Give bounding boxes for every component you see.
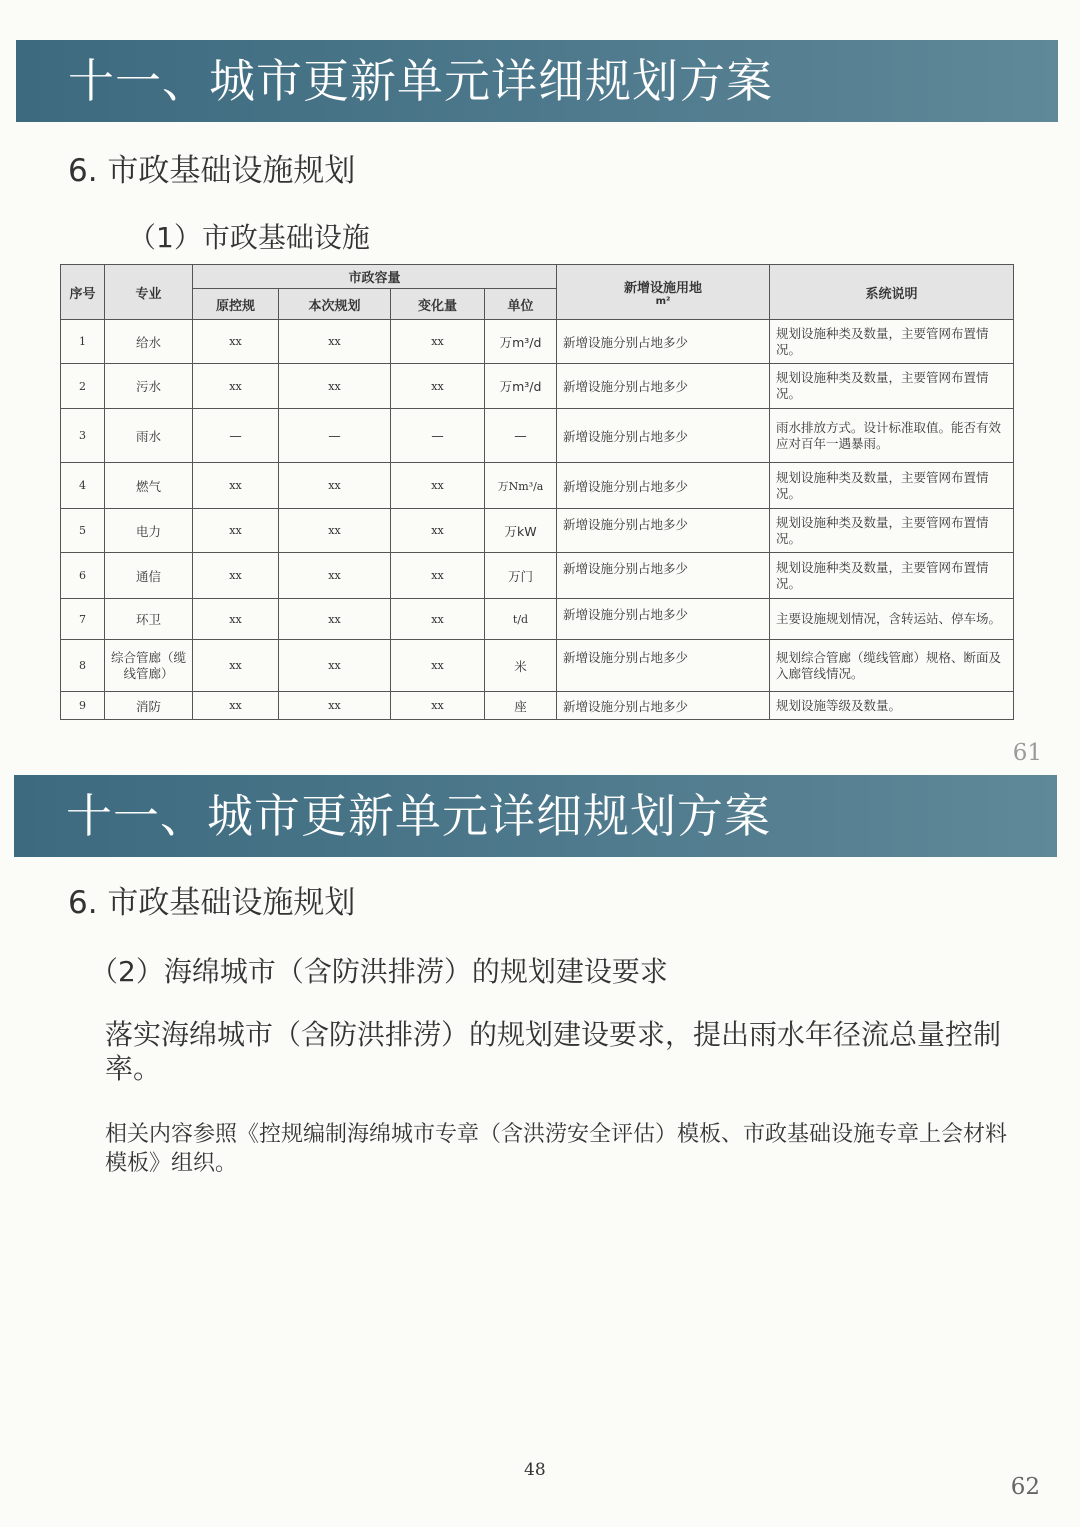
header-system-desc: 系统说明: [770, 265, 1014, 320]
cell-desc: 规划设施种类及数量，主要管网布置情况。: [770, 364, 1014, 409]
header-capacity-group: 市政容量: [193, 265, 557, 289]
cell-current: xx: [279, 463, 391, 509]
cell-unit: 万Nm³/a: [485, 463, 557, 509]
cell-original: xx: [193, 320, 279, 364]
table-row: [61, 463, 1014, 509]
cell-original: xx: [193, 364, 279, 409]
cell-index: 4: [61, 463, 105, 509]
cell-change: xx: [391, 320, 485, 364]
cell-specialty: 电力: [105, 509, 193, 553]
cell-original: xx: [193, 640, 279, 692]
table-row: [61, 692, 1014, 720]
cell-new-land: 新增设施分别占地多少: [557, 509, 770, 553]
banner-title: 十一、城市更新单元详细规划方案: [16, 40, 1058, 122]
cell-new-land: 新增设施分别占地多少: [557, 409, 770, 463]
cell-change: xx: [391, 364, 485, 409]
cell-current: —: [279, 409, 391, 463]
cell-original: xx: [193, 509, 279, 553]
cell-desc: 规划设施种类及数量，主要管网布置情况。: [770, 553, 1014, 599]
cell-original: xx: [193, 692, 279, 720]
cell-unit: —: [485, 409, 557, 463]
cell-index: 9: [61, 692, 105, 720]
cell-specialty: 污水: [105, 364, 193, 409]
cell-change: xx: [391, 553, 485, 599]
subsection-title: （1）市政基础设施: [128, 221, 370, 254]
cell-unit: 万m³/d: [485, 320, 557, 364]
table-row: [61, 364, 1014, 409]
cell-index: 3: [61, 409, 105, 463]
cell-unit: 万门: [485, 553, 557, 599]
cell-index: 1: [61, 320, 105, 364]
page-number-62: 62: [1010, 1474, 1040, 1500]
cell-desc: 规划设施等级及数量。: [770, 692, 1014, 720]
page-number-61: 61: [1012, 740, 1042, 766]
cell-desc: 主要设施规划情况，含转运站、停车场。: [770, 599, 1014, 640]
cell-new-land: 新增设施分别占地多少: [557, 463, 770, 509]
cell-change: xx: [391, 640, 485, 692]
cell-current: xx: [279, 553, 391, 599]
cell-current: xx: [279, 320, 391, 364]
cell-specialty: 通信: [105, 553, 193, 599]
banner-title: 十一、城市更新单元详细规划方案: [14, 775, 1057, 857]
cell-new-land: 新增设施分别占地多少: [557, 320, 770, 364]
cell-index: 7: [61, 599, 105, 640]
header-index: 序号: [61, 265, 105, 320]
cell-index: 6: [61, 553, 105, 599]
cell-index: 5: [61, 509, 105, 553]
infrastructure-table: [60, 264, 1014, 720]
header-original: 原控规: [193, 289, 279, 320]
slide-62: [0, 760, 1080, 1527]
cell-new-land: 新增设施分别占地多少: [557, 640, 770, 692]
cell-original: xx: [193, 463, 279, 509]
section-title: 6. 市政基础设施规划: [68, 885, 356, 921]
header-unit: 单位: [485, 289, 557, 320]
cell-change: xx: [391, 599, 485, 640]
cell-original: —: [193, 409, 279, 463]
cell-desc: 雨水排放方式。设计标准取值。能否有效应对百年一遇暴雨。: [770, 409, 1014, 463]
section-title: 6. 市政基础设施规划: [68, 153, 356, 189]
table-row: [61, 640, 1014, 692]
cell-new-land: 新增设施分别占地多少: [557, 553, 770, 599]
cell-unit: 万m³/d: [485, 364, 557, 409]
header-new-land-label: 新增设施用地: [624, 281, 703, 296]
cell-specialty: 综合管廊（缆线管廊）: [105, 640, 193, 692]
paragraph-reference: 相关内容参照《控规编制海绵城市专章（含洪涝安全评估）模板、市政基础设施专章上会材料模板》组织。: [105, 1122, 1008, 1176]
header-new-land-unit: m²: [655, 296, 671, 307]
cell-new-land: 新增设施分别占地多少: [557, 364, 770, 409]
cell-desc: 规划设施种类及数量，主要管网布置情况。: [770, 463, 1014, 509]
cell-change: xx: [391, 692, 485, 720]
cell-current: xx: [279, 692, 391, 720]
cell-new-land: 新增设施分别占地多少: [557, 599, 770, 640]
header-new-land: [557, 265, 770, 320]
footer-page-number: 48: [524, 1460, 546, 1480]
cell-index: 8: [61, 640, 105, 692]
paragraph-requirement: 落实海绵城市（含防洪排涝）的规划建设要求，提出雨水年径流总量控制率。: [105, 1018, 1002, 1085]
cell-current: xx: [279, 509, 391, 553]
header-current: 本次规划: [279, 289, 391, 320]
cell-current: xx: [279, 640, 391, 692]
table-row: [61, 409, 1014, 463]
table-row: [61, 599, 1014, 640]
subsection-title: （2）海绵城市（含防洪排涝）的规划建设要求: [90, 955, 668, 988]
table-row: [61, 553, 1014, 599]
cell-change: xx: [391, 509, 485, 553]
header-change: 变化量: [391, 289, 485, 320]
cell-unit: t/d: [485, 599, 557, 640]
cell-current: xx: [279, 364, 391, 409]
cell-specialty: 环卫: [105, 599, 193, 640]
cell-unit: 万kW: [485, 509, 557, 553]
cell-original: xx: [193, 599, 279, 640]
cell-specialty: 给水: [105, 320, 193, 364]
cell-specialty: 雨水: [105, 409, 193, 463]
table-row: [61, 320, 1014, 364]
cell-specialty: 消防: [105, 692, 193, 720]
cell-change: xx: [391, 463, 485, 509]
cell-desc: 规划设施种类及数量，主要管网布置情况。: [770, 509, 1014, 553]
table-row: [61, 509, 1014, 553]
cell-desc: 规划设施种类及数量，主要管网布置情况。: [770, 320, 1014, 364]
cell-index: 2: [61, 364, 105, 409]
cell-original: xx: [193, 553, 279, 599]
cell-unit: 座: [485, 692, 557, 720]
cell-specialty: 燃气: [105, 463, 193, 509]
cell-new-land: 新增设施分别占地多少: [557, 692, 770, 720]
cell-desc: 规划综合管廊（缆线管廊）规格、断面及入廊管线情况。: [770, 640, 1014, 692]
header-specialty: 专业: [105, 265, 193, 320]
cell-current: xx: [279, 599, 391, 640]
cell-unit: 米: [485, 640, 557, 692]
cell-change: —: [391, 409, 485, 463]
